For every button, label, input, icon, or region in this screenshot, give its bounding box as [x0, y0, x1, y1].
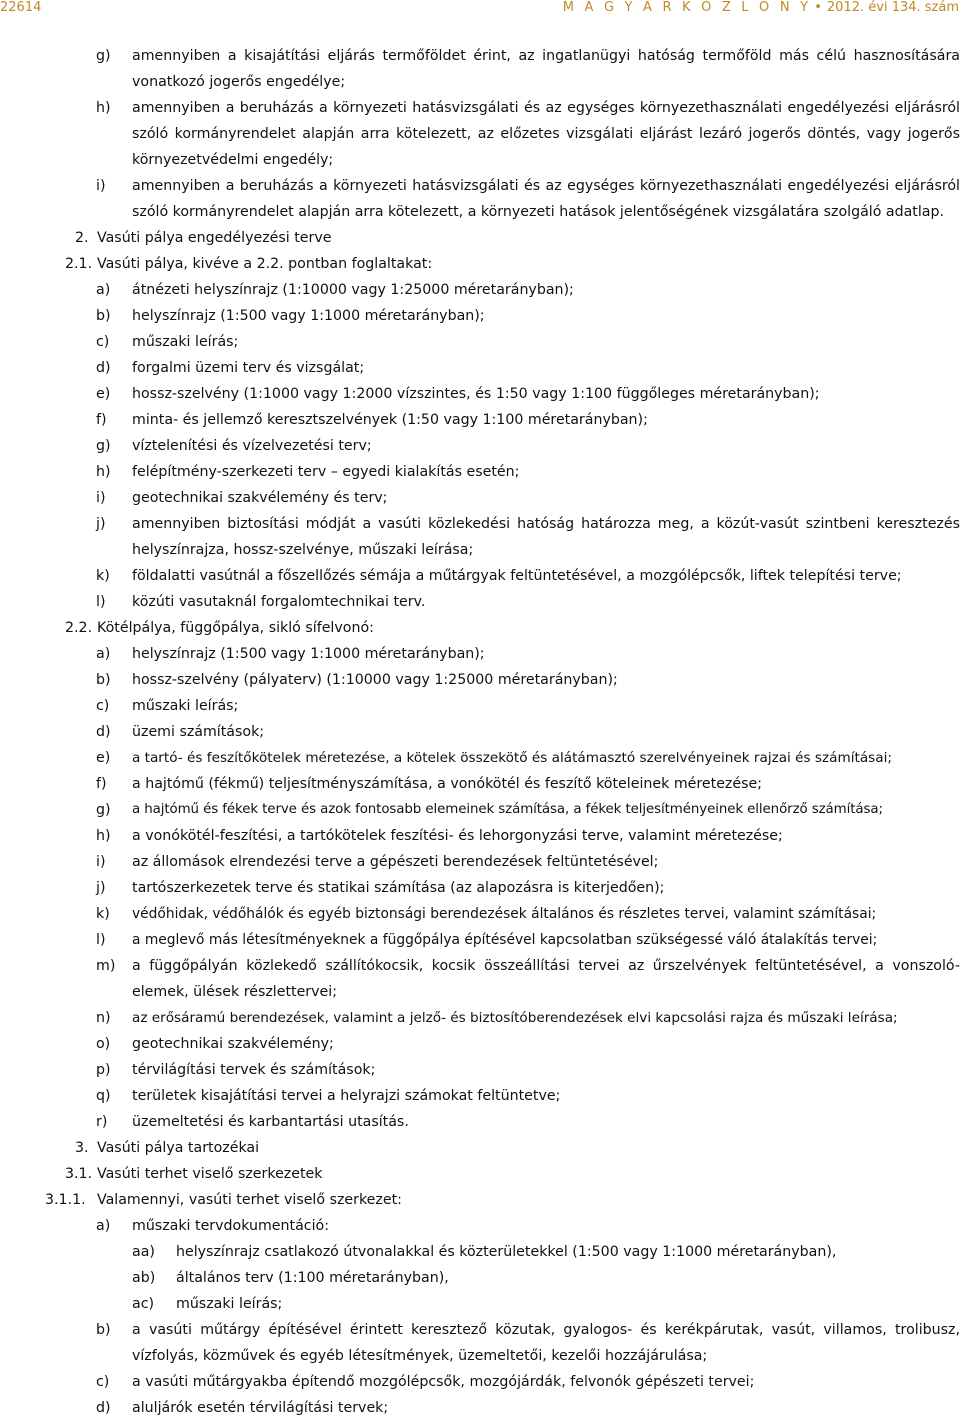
journal-issue	[563, 0, 959, 16]
item-label: f)	[96, 776, 107, 792]
list-item	[0, 433, 960, 459]
item-text: a hajtómű (fékmű) teljesítményszámítása, a vonókötél és feszítő köteleinek méretezése;	[132, 776, 762, 792]
item-text: a függőpályán közlekedő szállítókocsik, kocsik összeállítási tervei az űrszelvények feltüntetésével, a vonszoló-elemek, ülések részlettervei;	[132, 958, 960, 1000]
item-label: e)	[96, 750, 111, 766]
separator-dot: •	[814, 0, 822, 15]
item-text: amennyiben a beruházás a környezeti hatásvizsgálati és az egységes környezethasználati engedélyezési eljárásról szóló kormányrendelet alapján arra kötelezett, az előzetes vizsgálati eljárást lezáró jogerős döntés, vagy jogerős környezetvédelmi engedély;	[132, 100, 960, 168]
item-text: védőhidak, védőhálók és egyéb biztonsági berendezések általános és részletes tervei, valamint számításai;	[132, 906, 877, 922]
item-label: d)	[96, 1400, 111, 1416]
item-label: ac)	[132, 1296, 155, 1312]
item-label: n)	[96, 1010, 111, 1026]
list-item	[0, 1317, 960, 1369]
item-label: d)	[96, 724, 111, 740]
item-text: amennyiben a beruházás a környezeti hatásvizsgálati és az egységes környezethasználati engedélyezési eljárásról szóló kormányrendelet alapján arra kötelezett, a környezeti hatások jelentőségének vizsgálatára szolgáló adatlap.	[132, 178, 960, 220]
issue-number: 2012. évi 134. szám	[826, 0, 959, 15]
section-heading	[0, 1187, 960, 1213]
item-label: a)	[96, 1218, 111, 1234]
item-label: c)	[96, 698, 110, 714]
item-label: b)	[96, 1322, 111, 1338]
sub-list-item	[0, 1265, 960, 1291]
list-item	[0, 641, 960, 667]
item-text: a hajtómű és fékek terve és azok fontosabb elemeinek számítása, a fékek teljesítményeinek ellenőrző számítása;	[132, 802, 883, 817]
item-text: aluljárók esetén térvilágítási tervek;	[132, 1400, 389, 1416]
list-item	[0, 381, 960, 407]
item-text: műszaki leírás;	[132, 334, 239, 350]
section-number: 3.	[75, 1140, 89, 1156]
item-label: h)	[96, 828, 111, 844]
section-heading	[0, 615, 960, 641]
item-text: az erősáramú berendezések, valamint a jelző- és biztosítóberendezések elvi kapcsolási rajza és műszaki leírása;	[132, 1010, 898, 1026]
item-text: műszaki leírás;	[176, 1296, 283, 1312]
item-label: e)	[96, 386, 111, 402]
item-label: ab)	[132, 1270, 156, 1286]
item-label: i)	[96, 178, 106, 194]
item-label: m)	[96, 958, 116, 974]
section-heading	[0, 1135, 960, 1161]
section-number: 3.1.1.	[45, 1192, 86, 1208]
item-text: az állomások elrendezési terve a gépészeti berendezések feltüntetésével;	[132, 854, 659, 870]
section-title: Kötélpálya, függőpálya, sikló sífelvonó:	[97, 620, 374, 636]
list-item	[0, 563, 960, 589]
item-text: üzemeltetési és karbantartási utasítás.	[132, 1114, 409, 1130]
item-text: forgalmi üzemi terv és vizsgálat;	[132, 360, 365, 376]
list-item	[0, 771, 960, 797]
item-text: a vonókötél-feszítési, a tartókötelek feszítési- és lehorgonyzási terve, valamint méretezése;	[132, 828, 783, 844]
item-label: b)	[96, 672, 111, 688]
item-label: i)	[96, 490, 106, 506]
section-heading	[0, 225, 960, 251]
list-item	[0, 667, 960, 693]
item-text: térvilágítási tervek és számítások;	[132, 1062, 376, 1078]
list-item	[0, 1369, 960, 1395]
item-label: c)	[96, 1374, 110, 1390]
list-item	[0, 329, 960, 355]
list-item	[0, 1213, 960, 1239]
list-item	[0, 797, 960, 823]
list-item	[0, 719, 960, 745]
section-title: Vasúti pálya tartozékai	[97, 1140, 260, 1156]
item-text: általános terv (1:100 méretarányban),	[176, 1270, 449, 1286]
item-label: c)	[96, 334, 110, 350]
item-text: műszaki leírás;	[132, 698, 239, 714]
item-label: g)	[96, 48, 111, 64]
list-item	[0, 901, 960, 927]
list-item	[0, 277, 960, 303]
item-label: l)	[96, 932, 106, 948]
section-number: 3.1.	[65, 1166, 93, 1182]
list-item	[0, 407, 960, 433]
section-number: 2.2.	[65, 620, 93, 636]
section-title: Vasúti terhet viselő szerkezetek	[97, 1166, 323, 1182]
list-item	[0, 511, 960, 563]
section-title: Vasúti pálya engedélyezési terve	[97, 230, 332, 246]
list-item	[0, 43, 960, 95]
list-item	[0, 849, 960, 875]
item-text: a vasúti műtárgyakba építendő mozgólépcsők, mozgójárdák, felvonók gépészeti tervei;	[132, 1374, 755, 1390]
item-text: amennyiben biztosítási módját a vasúti közlekedési hatóság határozza meg, a közút-vasút szintbeni keresztezés helyszínrajza, hossz-szelvénye, műszaki leírása;	[132, 516, 960, 558]
list-item	[0, 875, 960, 901]
item-text: helyszínrajz (1:500 vagy 1:1000 méretarányban);	[132, 308, 485, 324]
section-heading	[0, 1161, 960, 1187]
section-title: Valamennyi, vasúti terhet viselő szerkezet:	[97, 1192, 402, 1208]
list-item	[0, 355, 960, 381]
sub-list-item	[0, 1291, 960, 1317]
item-label: a)	[96, 646, 111, 662]
journal-title: M A G Y A R K Ö Z L Ö N Y	[562, 0, 812, 15]
item-text: területek kisajátítási tervei a helyrajzi számokat feltüntetve;	[132, 1088, 561, 1104]
list-item	[0, 1031, 960, 1057]
item-label: h)	[96, 100, 111, 116]
item-text: a meglevő más létesítményeknek a függőpálya építésével kapcsolatban szükségessé váló átalakítás tervei;	[132, 932, 878, 948]
item-label: j)	[96, 880, 106, 896]
item-text: üzemi számítások;	[132, 724, 265, 740]
section-heading	[0, 251, 960, 277]
item-text: víztelenítési és vízelvezetési terv;	[132, 438, 372, 454]
list-item	[0, 95, 960, 173]
list-item	[0, 173, 960, 225]
section-title: Vasúti pálya, kivéve a 2.2. pontban foglaltakat:	[97, 256, 433, 272]
item-text: felépítmény-szerkezeti terv – egyedi kialakítás esetén;	[132, 464, 520, 480]
item-text: átnézeti helyszínrajz (1:10000 vagy 1:25000 méretarányban);	[132, 282, 574, 298]
item-text: közúti vasutaknál forgalomtechnikai terv.	[132, 594, 426, 610]
list-item	[0, 589, 960, 615]
item-text: tartószerkezetek terve és statikai számítása (az alapozásra is kiterjedően);	[132, 880, 665, 896]
item-label: aa)	[132, 1244, 155, 1260]
item-label: j)	[96, 516, 106, 532]
list-item	[0, 1083, 960, 1109]
list-item	[0, 303, 960, 329]
list-item	[0, 459, 960, 485]
item-text: hossz-szelvény (pályaterv) (1:10000 vagy 1:25000 méretarányban);	[132, 672, 618, 688]
item-text: geotechnikai szakvélemény és terv;	[132, 490, 388, 506]
item-label: d)	[96, 360, 111, 376]
item-label: r)	[96, 1114, 108, 1130]
item-text: minta- és jellemző keresztszelvények (1:50 vagy 1:100 méretarányban);	[132, 412, 648, 428]
list-item	[0, 693, 960, 719]
list-item	[0, 927, 960, 953]
item-text: földalatti vasútnál a főszellőzés sémája a műtárgyak feltüntetésével, a mozgólépcsők, liftek telepítési terve;	[132, 568, 902, 584]
item-label: i)	[96, 854, 106, 870]
list-item	[0, 1057, 960, 1083]
item-label: k)	[96, 906, 110, 922]
item-label: p)	[96, 1062, 111, 1078]
item-text: műszaki tervdokumentáció:	[132, 1218, 329, 1234]
item-text: a vasúti műtárgy építésével érintett keresztező közutak, gyalogos- és kerékpárutak, vasút, villamos, trolibusz, vízfolyás, közművek és egyéb létesítmények, üzemeltetői, kezelői hozzájárulása;	[132, 1322, 960, 1364]
item-label: k)	[96, 568, 110, 584]
item-text: hossz-szelvény (1:1000 vagy 1:2000 vízszintes, és 1:50 vagy 1:100 függőleges méretarányban);	[132, 386, 820, 402]
item-label: l)	[96, 594, 106, 610]
page-header	[0, 0, 960, 16]
item-text: helyszínrajz (1:500 vagy 1:1000 méretarányban);	[132, 646, 485, 662]
sub-list-item	[0, 1239, 960, 1265]
list-item	[0, 485, 960, 511]
item-text: a tartó- és feszítőkötelek méretezése, a kötelek összekötő és alátámasztó szerelvényeinek rajzai és számításai;	[132, 750, 892, 766]
item-text: geotechnikai szakvélemény;	[132, 1036, 334, 1052]
document-body	[0, 43, 960, 1421]
item-text: helyszínrajz csatlakozó útvonalakkal és közterületekkel (1:500 vagy 1:1000 méretarányban),	[176, 1244, 837, 1260]
page-number: 22614	[0, 0, 42, 15]
list-item	[0, 1109, 960, 1135]
list-item	[0, 823, 960, 849]
section-number: 2.	[75, 230, 89, 246]
list-item	[0, 1005, 960, 1031]
list-item	[0, 745, 960, 771]
section-number: 2.1.	[65, 256, 93, 272]
list-item	[0, 953, 960, 1005]
list-item	[0, 1395, 960, 1421]
item-label: g)	[96, 438, 111, 454]
item-label: o)	[96, 1036, 111, 1052]
item-text: amennyiben a kisajátítási eljárás termőföldet érint, az ingatlanügyi hatóság termőföld más célú hasznosítására vonatkozó jogerős engedélye;	[132, 48, 960, 90]
item-label: a)	[96, 282, 111, 298]
item-label: q)	[96, 1088, 111, 1104]
item-label: b)	[96, 308, 111, 324]
item-label: h)	[96, 464, 111, 480]
item-label: f)	[96, 412, 107, 428]
item-label: g)	[96, 802, 111, 818]
